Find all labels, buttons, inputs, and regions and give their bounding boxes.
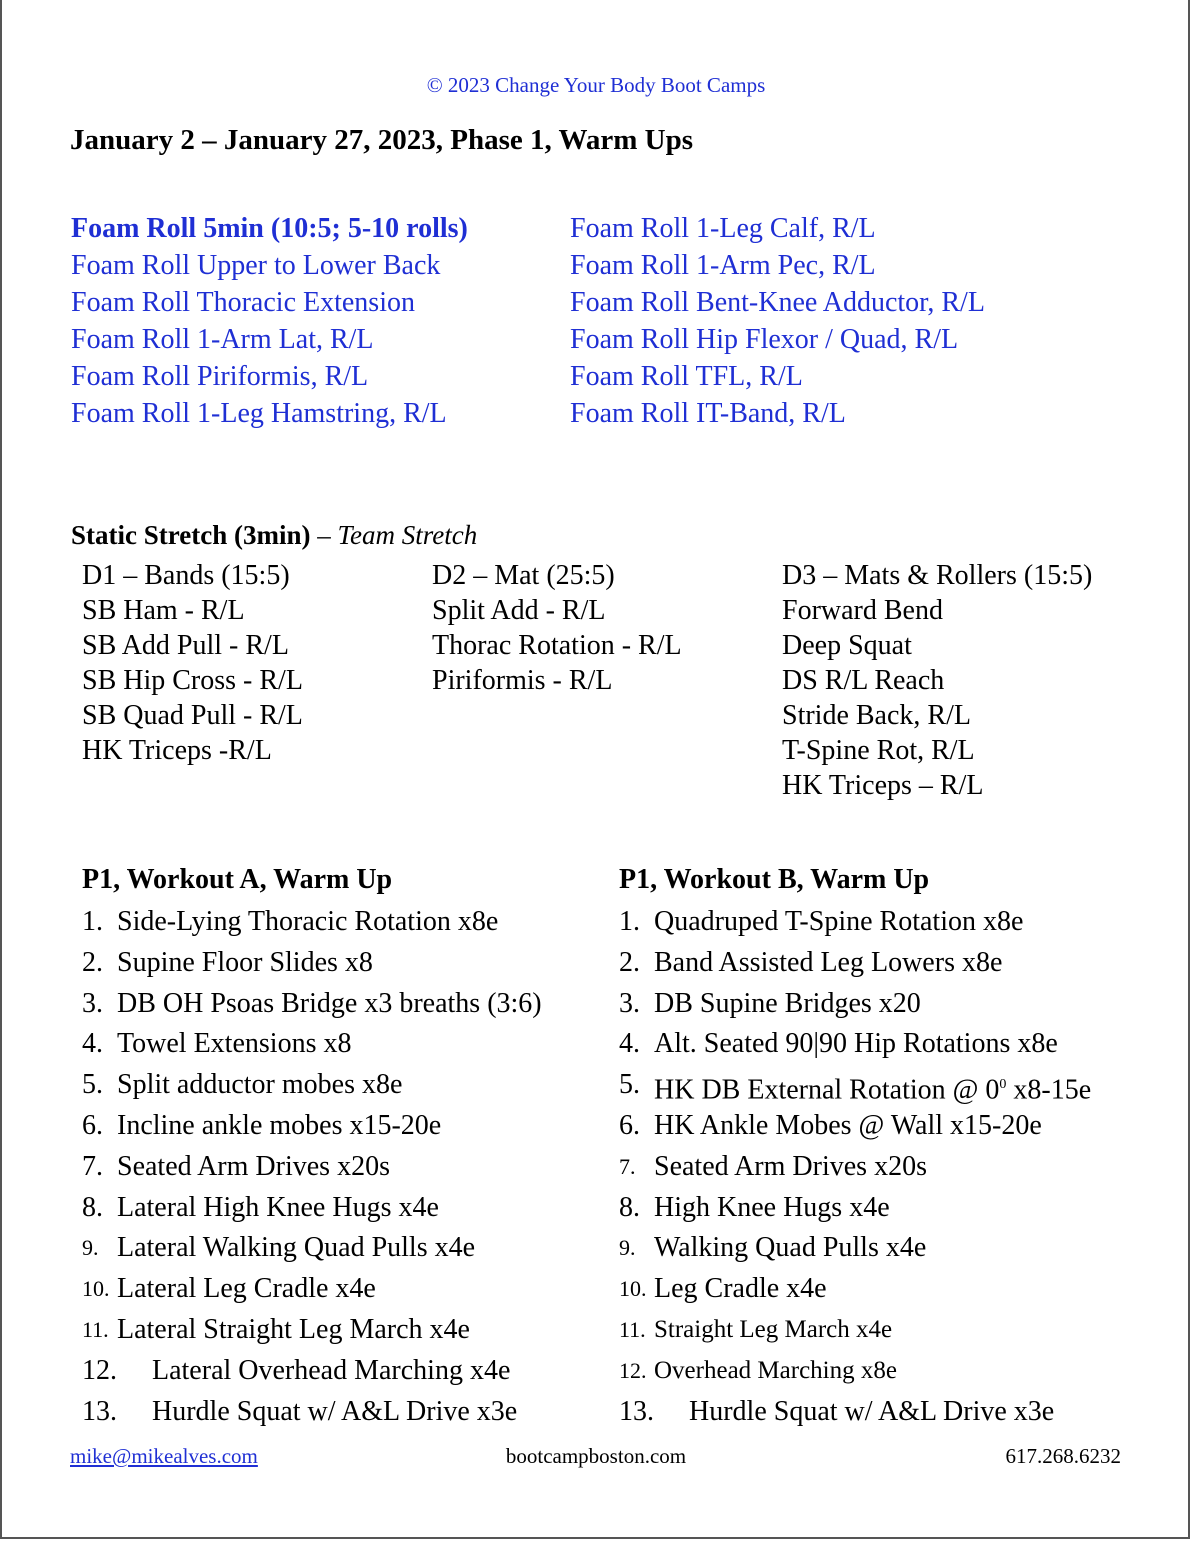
stretch-item: HK Triceps -R/L bbox=[82, 735, 272, 766]
list-item bbox=[619, 984, 1159, 1025]
item-number: 10. bbox=[619, 1276, 647, 1302]
foam-roll-item: Foam Roll 1-Arm Pec, R/L bbox=[570, 250, 876, 281]
item-text: Straight Leg March x4e bbox=[654, 1315, 893, 1343]
foam-roll-left-column bbox=[71, 210, 468, 432]
foam-roll-item: Foam Roll Upper to Lower Back bbox=[71, 250, 441, 281]
item-text: Walking Quad Pulls x4e bbox=[654, 1232, 927, 1264]
item-text: Alt. Seated 90|90 Hip Rotations x8e bbox=[654, 1028, 1058, 1060]
item-text: Lateral High Knee Hugs x4e bbox=[117, 1191, 439, 1223]
item-number: 7. bbox=[619, 1153, 636, 1179]
foam-roll-item: Foam Roll Hip Flexor / Quad, R/L bbox=[570, 324, 959, 355]
list-item bbox=[82, 1188, 582, 1229]
item-number: 5. bbox=[619, 1069, 640, 1101]
item-text-tail: x8-15e bbox=[1006, 1074, 1092, 1106]
stretch-item: SB Add Pull - R/L bbox=[82, 630, 289, 661]
foam-roll-item: Foam Roll Bent-Knee Adductor, R/L bbox=[570, 287, 985, 318]
static-stretch-title: Static Stretch (3min) bbox=[71, 520, 311, 550]
list-item bbox=[619, 1310, 1159, 1351]
item-text: Quadruped T-Spine Rotation x8e bbox=[654, 906, 1024, 937]
item-text: Supine Floor Slides x8 bbox=[117, 946, 373, 978]
stretch-item: D2 – Mat (25:5) bbox=[432, 560, 615, 591]
item-text: Side-Lying Thoracic Rotation x8e bbox=[117, 906, 499, 937]
degree-superscript: 0 bbox=[999, 1077, 1007, 1093]
item-text: High Knee Hugs x4e bbox=[654, 1191, 890, 1223]
stretch-item: Stride Back, R/L bbox=[782, 700, 971, 731]
foam-roll-item: Foam Roll 1-Leg Calf, R/L bbox=[570, 213, 876, 244]
stretch-item: Deep Squat bbox=[782, 630, 912, 661]
copyright-line: © 2023 Change Your Body Boot Camps bbox=[426, 73, 766, 97]
stretch-column-d2 bbox=[432, 558, 682, 698]
stretch-item: HK Triceps – R/L bbox=[782, 770, 984, 801]
list-item bbox=[619, 1065, 1159, 1106]
list-item bbox=[82, 902, 582, 943]
item-text: Towel Extensions x8 bbox=[117, 1028, 352, 1060]
stretch-item: Piriformis - R/L bbox=[432, 665, 613, 696]
item-text: HK Ankle Mobes @ Wall x15-20e bbox=[654, 1109, 1042, 1141]
stretch-item: T-Spine Rot, R/L bbox=[782, 735, 975, 766]
item-number: 3. bbox=[82, 987, 103, 1019]
email-link[interactable]: mike@mikealves.com bbox=[70, 1444, 258, 1468]
foam-roll-item: Foam Roll Piriformis, R/L bbox=[71, 361, 369, 392]
workout-b-heading: P1, Workout B, Warm Up bbox=[619, 864, 930, 895]
stretch-item: SB Quad Pull - R/L bbox=[82, 700, 303, 731]
list-item bbox=[619, 1106, 1159, 1147]
page-title: January 2 – January 27, 2023, Phase 1, Warm Ups bbox=[70, 124, 694, 156]
list-item bbox=[619, 943, 1159, 984]
phone-number: 617.268.6232 bbox=[1005, 1444, 1121, 1468]
item-text: Hurdle Squat w/ A&L Drive x3e bbox=[689, 1395, 1055, 1427]
item-text: Split adductor mobes x8e bbox=[117, 1069, 403, 1101]
static-stretch-heading bbox=[71, 520, 477, 551]
stretch-item: Forward Bend bbox=[782, 595, 943, 626]
item-number: 6. bbox=[619, 1109, 640, 1141]
foam-roll-item: Foam Roll Thoracic Extension bbox=[71, 287, 415, 318]
list-item bbox=[82, 1147, 582, 1188]
item-text: Seated Arm Drives x20s bbox=[117, 1150, 390, 1182]
item-number: 1. bbox=[619, 906, 640, 937]
foam-roll-right-column bbox=[570, 210, 985, 432]
item-text: Lateral Walking Quad Pulls x4e bbox=[117, 1232, 476, 1264]
stretch-item: D3 – Mats & Rollers (15:5) bbox=[782, 560, 1093, 591]
foam-roll-item: Foam Roll 1-Leg Hamstring, R/L bbox=[71, 398, 447, 429]
item-number: 2. bbox=[619, 946, 640, 978]
foam-roll-item: Foam Roll IT-Band, R/L bbox=[570, 398, 846, 429]
foam-roll-item: Foam Roll 1-Arm Lat, R/L bbox=[71, 324, 374, 355]
item-number: 3. bbox=[619, 987, 640, 1019]
list-item bbox=[619, 1392, 1159, 1433]
list-item bbox=[619, 1228, 1159, 1269]
list-item bbox=[619, 902, 1159, 943]
stretch-column-d3 bbox=[782, 558, 1092, 803]
item-text: Seated Arm Drives x20s bbox=[654, 1150, 927, 1182]
item-text: DB Supine Bridges x20 bbox=[654, 987, 921, 1019]
website-text: bootcampboston.com bbox=[505, 1444, 687, 1468]
static-stretch-subtitle: Team Stretch bbox=[337, 520, 478, 550]
list-item bbox=[82, 1310, 582, 1351]
item-number: 5. bbox=[82, 1069, 103, 1101]
item-number: 13. bbox=[619, 1395, 654, 1427]
stretch-item: Thorac Rotation - R/L bbox=[432, 630, 682, 661]
item-number: 1. bbox=[82, 906, 103, 937]
list-item bbox=[619, 1188, 1159, 1229]
item-number: 2. bbox=[82, 946, 103, 978]
list-item bbox=[82, 1024, 582, 1065]
stretch-item: SB Hip Cross - R/L bbox=[82, 665, 303, 696]
stretch-item: Split Add - R/L bbox=[432, 595, 606, 626]
stretch-item: D1 – Bands (15:5) bbox=[82, 560, 290, 591]
item-text: Lateral Leg Cradle x4e bbox=[117, 1273, 376, 1305]
item-number: 9. bbox=[82, 1235, 99, 1261]
list-item bbox=[82, 1351, 582, 1392]
item-number: 12. bbox=[619, 1357, 647, 1383]
list-item bbox=[82, 1392, 582, 1433]
item-text: Leg Cradle x4e bbox=[654, 1273, 827, 1305]
workout-a-list bbox=[82, 902, 582, 1432]
foam-roll-item: Foam Roll TFL, R/L bbox=[570, 361, 803, 392]
item-text-main: HK DB External Rotation @ 0 bbox=[654, 1074, 1000, 1106]
item-text: Band Assisted Leg Lowers x8e bbox=[654, 946, 1003, 978]
item-number: 8. bbox=[619, 1191, 640, 1223]
list-item bbox=[619, 1147, 1159, 1188]
list-item bbox=[82, 1106, 582, 1147]
item-number: 11. bbox=[619, 1316, 646, 1342]
foam-roll-heading: Foam Roll 5min (10:5; 5-10 rolls) bbox=[71, 213, 468, 244]
workout-a-heading: P1, Workout A, Warm Up bbox=[82, 864, 393, 895]
list-item bbox=[619, 1024, 1159, 1065]
item-number: 4. bbox=[619, 1028, 640, 1060]
list-item bbox=[619, 1351, 1159, 1392]
workout-b-list bbox=[619, 902, 1159, 1432]
stretch-item: SB Ham - R/L bbox=[82, 595, 245, 626]
item-number: 6. bbox=[82, 1109, 103, 1141]
item-text: Lateral Overhead Marching x4e bbox=[152, 1354, 511, 1386]
item-number: 8. bbox=[82, 1191, 103, 1223]
item-text: DB OH Psoas Bridge x3 breaths (3:6) bbox=[117, 987, 542, 1019]
stretch-column-d1 bbox=[82, 558, 303, 768]
item-number: 12. bbox=[82, 1354, 117, 1386]
static-stretch-dash: – bbox=[310, 520, 338, 550]
list-item bbox=[82, 1228, 582, 1269]
item-number: 13. bbox=[82, 1395, 117, 1427]
item-text: Overhead Marching x8e bbox=[654, 1356, 897, 1384]
item-number: 10. bbox=[82, 1276, 110, 1302]
item-text: Incline ankle mobes x15-20e bbox=[117, 1109, 442, 1141]
list-item bbox=[82, 1269, 582, 1310]
list-item bbox=[82, 1065, 582, 1106]
item-text: Lateral Straight Leg March x4e bbox=[117, 1313, 470, 1345]
item-text bbox=[654, 1065, 1091, 1111]
item-number: 11. bbox=[82, 1316, 109, 1342]
stretch-item: DS R/L Reach bbox=[782, 665, 945, 696]
list-item bbox=[619, 1269, 1159, 1310]
list-item bbox=[82, 943, 582, 984]
item-number: 4. bbox=[82, 1028, 103, 1060]
item-number: 7. bbox=[82, 1150, 103, 1182]
item-text: Hurdle Squat w/ A&L Drive x3e bbox=[152, 1395, 518, 1427]
list-item bbox=[82, 984, 582, 1025]
item-number: 9. bbox=[619, 1235, 636, 1261]
